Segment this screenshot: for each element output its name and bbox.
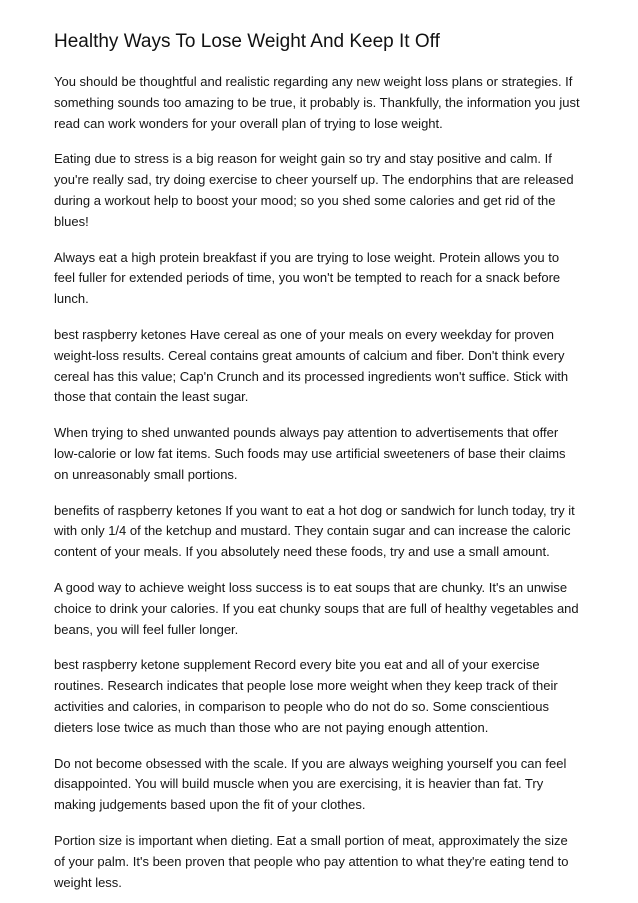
paragraph-6: benefits of raspberry ketones If you want to eat a hot dog or sandwich for lunch today, try it with only 1/4 of the ketchup and mustard. They contain sugar and can increase the caloric content of your meals. If you absolutely need these foods, try and use a small amount.	[54, 502, 575, 560]
paragraph-9: Do not become obsessed with the scale. If you are always weighing yourself you can feel disappointed. You will build muscle when you are exercising, it is heavier than fat. Try making judgements based upon the fit of your clothes.	[54, 755, 567, 813]
paragraph-10: Portion size is important when dieting. Eat a small portion of meat, approximately the size of your palm. It's been proven that people who pay attention to what they're eating tend to weight less.	[54, 832, 569, 890]
paragraph-8: best raspberry ketone supplement Record every bite you eat and all of your exercise routines. Research indicates that people lose more weight when they keep track of their activities and calories, in comparison to people who do not do so. Some conscientious dieters lose twice as much than those who are not paying enough attention.	[54, 657, 558, 735]
paragraph-2: Eating due to stress is a big reason for weight gain so try and stay positive and calm. If you're really sad, try doing exercise to cheer yourself up. The endorphins that are released during a workout help to boost your mood; so you shed some calories and get rid of the blues!	[54, 151, 574, 229]
document-title: Healthy Ways To Lose Weight And Keep It Off	[54, 31, 440, 52]
paragraph-7: A good way to achieve weight loss success is to eat soups that are chunky. It's an unwise choice to drink your calories. If you eat chunky soups that are full of healthy vegetables and beans, you will feel fuller longer.	[54, 579, 579, 637]
paragraph-1: You should be thoughtful and realistic regarding any new weight loss plans or strategies. If something sounds too amazing to be true, it probably is. Thankfully, the information you just read can work wonders for your overall plan of trying to lose weight.	[54, 74, 580, 131]
paragraph-3: Always eat a high protein breakfast if you are trying to lose weight. Protein allows you to feel fuller for extended periods of time, you won't be tempted to reach for a snack before lunch.	[54, 249, 561, 307]
paragraph-5: When trying to shed unwanted pounds always pay attention to advertisements that offer low-calorie or low fat items. Such foods may use artificial sweeteners of base their claims on unreasonably small portions.	[54, 425, 566, 482]
paragraph-4: best raspberry ketones Have cereal as one of your meals on every weekday for proven weight-loss results. Cereal contains great amounts of calcium and fiber. Don't think every cereal has this value; Cap'n Crunch and its processed ingredients won't suffice. Stick with those that contain the least sugar.	[54, 326, 569, 405]
